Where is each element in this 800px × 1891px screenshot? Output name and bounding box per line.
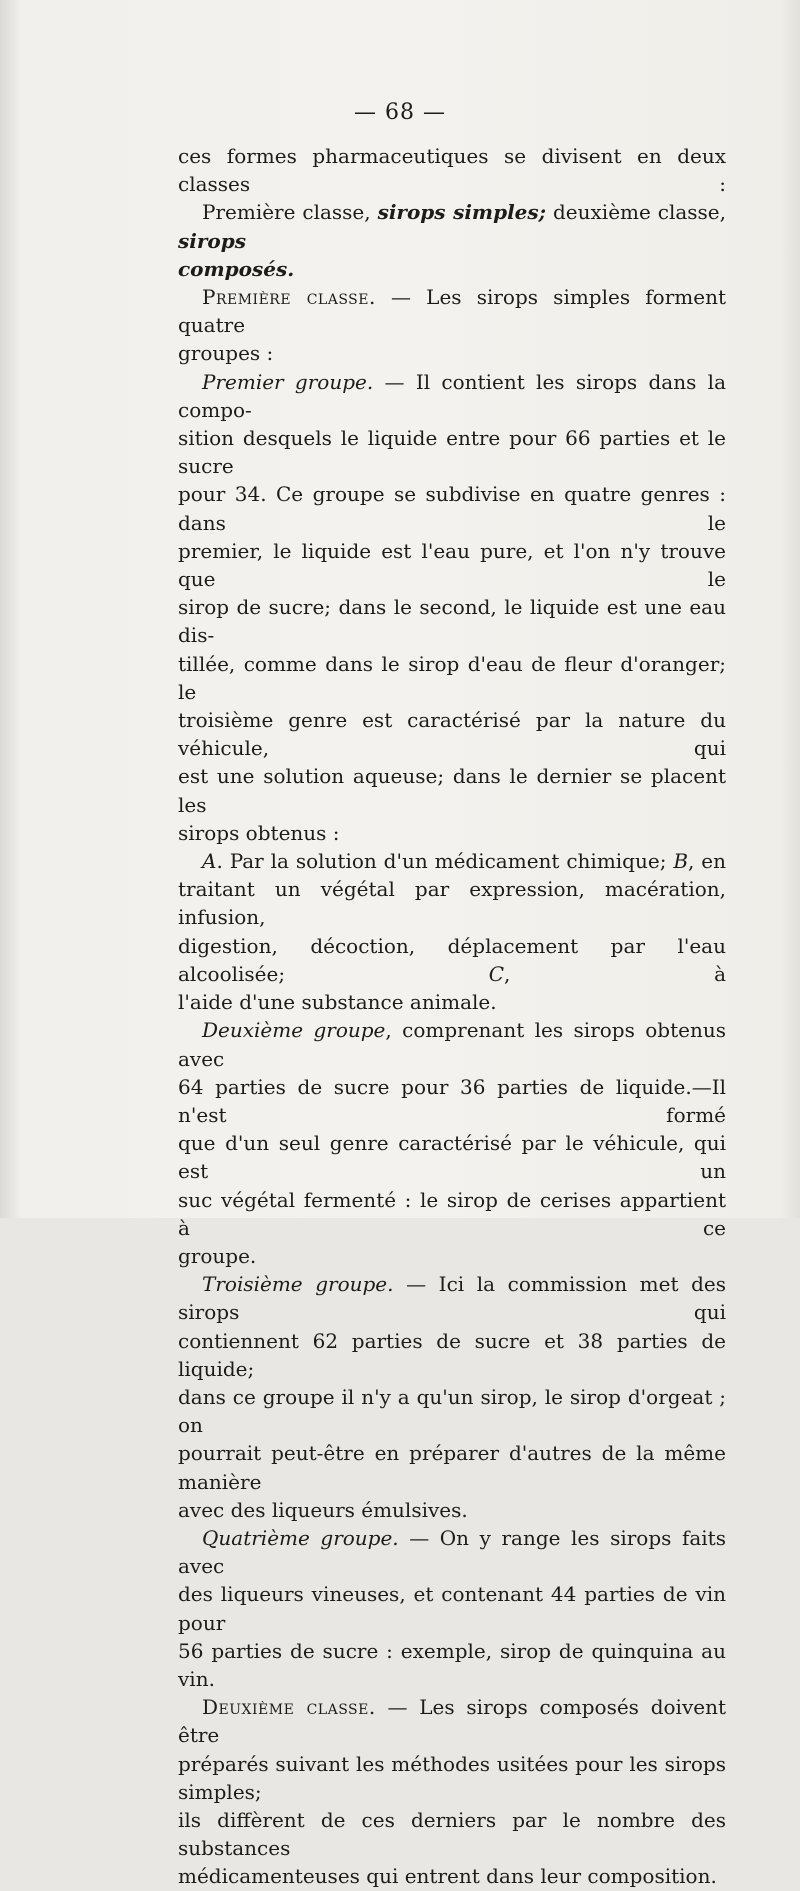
text-segment: premier, le liquide est l'eau pure, et l'on n'y trouve que le — [178, 538, 726, 592]
text-segment: Deuxième classe. — [202, 1695, 376, 1720]
text-segment: sirop de sucre; dans le second, le liquide est une eau dis- — [178, 595, 726, 648]
text-segment: digestion, décoction, déplacement par l'eau alcoolisée; — [178, 933, 726, 986]
text-segment: sirops — [178, 228, 246, 253]
text-line — [178, 650, 726, 706]
text-segment: Deuxième groupe — [202, 1018, 386, 1043]
text-segment: Première classe. — [202, 285, 376, 310]
page-number: — 68 — — [354, 100, 446, 125]
text-segment: Premier groupe. — [202, 369, 374, 394]
text-segment: préparés suivant les méthodes usitées pour les sirops simples; — [178, 1751, 726, 1804]
text-line — [178, 1186, 726, 1242]
text-segment: est une solution aqueuse; dans le dernier se placent les — [178, 764, 726, 817]
text-line — [178, 255, 726, 283]
text-line — [178, 368, 726, 424]
text-line — [178, 1383, 726, 1439]
text-line — [178, 706, 726, 762]
text-segment: suc végétal fermenté : le sirop de cerises appartient à ce — [178, 1187, 726, 1240]
text-segment: composés. — [178, 256, 295, 281]
text-line — [178, 762, 726, 818]
text-segment: traitant un végétal par expression, macération, infusion, — [178, 877, 726, 930]
text-line — [178, 1524, 726, 1580]
text-segment: Première classe, — [202, 200, 378, 225]
text-line — [178, 1439, 726, 1495]
text-segment: dans ce groupe il n'y a qu'un sirop, le sirop d'orgeat ; on — [178, 1384, 726, 1438]
text-segment: 64 parties de sucre pour 36 parties de liquide.—Il n'est formé — [178, 1074, 726, 1127]
text-line — [178, 1327, 726, 1383]
text-segment: sirops obtenus : — [178, 820, 340, 845]
text-line — [178, 1637, 726, 1693]
text-line — [178, 1016, 726, 1072]
text-line — [178, 1750, 726, 1806]
text-segment: pour 34. Ce groupe se subdivise en quatre genres : dans le — [178, 482, 726, 535]
text-line — [178, 339, 726, 367]
text-line — [178, 593, 726, 649]
text-segment: troisième genre est caractérisé par la nature du véhicule, qui — [178, 708, 726, 761]
text-segment: — Les sirops simples forment quatre — [178, 285, 726, 338]
text-segment: — Il contient les sirops dans la compo- — [178, 369, 726, 422]
text-segment: , en — [688, 849, 726, 874]
text-segment: l'aide d'une substance animale. — [178, 990, 497, 1015]
body-text — [178, 142, 726, 1891]
text-line — [178, 1129, 726, 1185]
text-segment: — Ici la commission met des sirops qui — [178, 1272, 726, 1325]
text-segment: ils diffèrent de ces derniers par le nombre des substances — [178, 1807, 726, 1861]
text-line — [178, 875, 726, 931]
text-segment: , à — [504, 961, 726, 986]
text-line — [178, 142, 726, 198]
text-line — [178, 198, 726, 254]
text-segment: que d'un seul genre caractérisé par le véhicule, qui est un — [178, 1131, 726, 1184]
text-segment: des liqueurs vineuses, et contenant 44 parties de vin pour — [178, 1582, 726, 1635]
text-segment: pourrait peut-être en préparer d'autres de la même manière — [178, 1441, 726, 1494]
text-line — [178, 1580, 726, 1636]
text-segment: A — [202, 849, 217, 874]
text-line — [178, 1242, 726, 1270]
text-segment: deuxième classe, — [546, 200, 727, 225]
text-segment: avec des liqueurs émulsives. — [178, 1497, 468, 1522]
text-line — [178, 1270, 726, 1326]
text-segment: Troisième groupe. — [202, 1272, 394, 1297]
text-segment: sirops simples; — [377, 200, 547, 225]
text-line — [178, 1496, 726, 1524]
text-line — [178, 480, 726, 536]
text-segment: . Par la solution d'un médicament chimique; — [216, 849, 674, 874]
text-line — [178, 847, 726, 875]
text-segment: groupes : — [178, 341, 274, 366]
text-segment: tillée, comme dans le sirop d'eau de fleur d'oranger; le — [178, 651, 726, 704]
text-line — [178, 283, 726, 339]
text-line — [178, 1693, 726, 1749]
text-segment: contiennent 62 parties de sucre et 38 parties de liquide; — [178, 1328, 726, 1381]
text-segment: — Les sirops composés doivent être — [178, 1695, 726, 1748]
text-line — [178, 932, 726, 988]
text-line — [178, 1862, 726, 1890]
text-segment: , comprenant les sirops obtenus avec — [178, 1018, 726, 1071]
text-segment: 56 parties de sucre : exemple, sirop de quinquina au vin. — [178, 1638, 726, 1691]
text-segment: C — [488, 961, 505, 986]
text-segment: sition desquels le liquide entre pour 66 parties et le sucre — [178, 426, 726, 479]
text-segment: groupe. — [178, 1243, 257, 1268]
text-segment: médicamenteuses qui entrent dans leur composition. — [178, 1864, 717, 1889]
text-line — [178, 819, 726, 847]
text-line — [178, 1073, 726, 1129]
text-segment: ces formes pharmaceutiques se divisent en deux classes : — [178, 144, 726, 197]
text-line — [178, 424, 726, 480]
text-segment: B — [673, 849, 689, 874]
text-line — [178, 537, 726, 593]
text-line — [178, 1806, 726, 1862]
text-segment: — On y range les sirops faits avec — [178, 1525, 726, 1579]
text-line — [178, 988, 726, 1016]
text-segment: Quatrième groupe. — [202, 1525, 399, 1550]
